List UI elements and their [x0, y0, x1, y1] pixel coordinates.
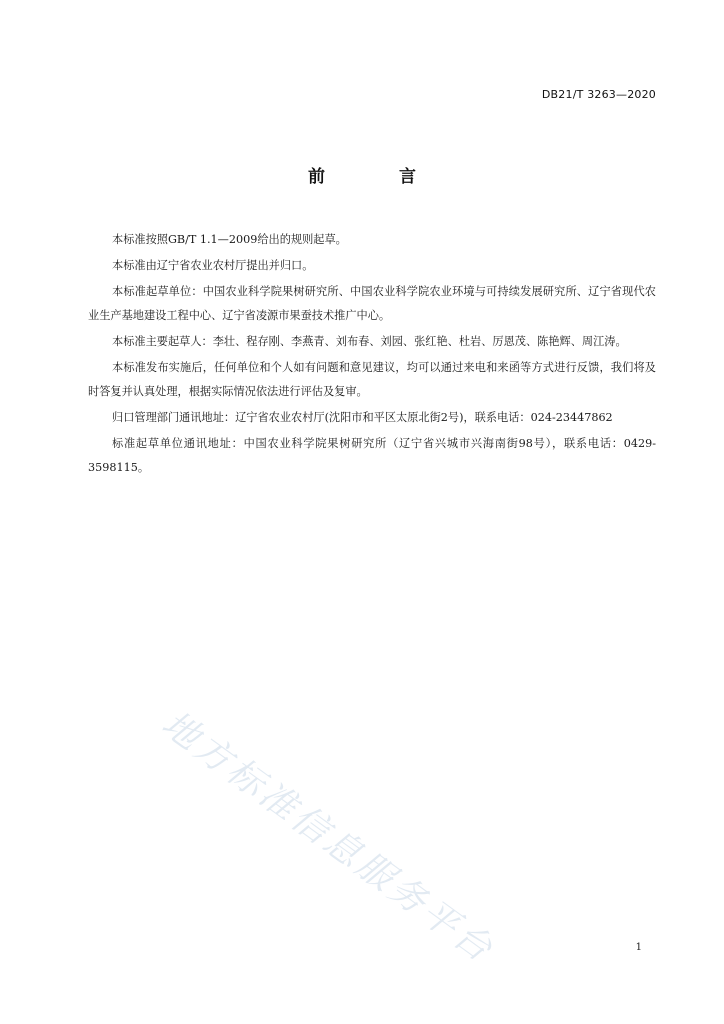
- paragraph-management-address: 归口管理部门通讯地址：辽宁省农业农村厅(沈阳市和平区太原北街2号)，联系电话：024-23447862: [112, 411, 613, 424]
- page-title: 前 言: [308, 167, 450, 187]
- paragraph-drafting-rules: 本标准按照GB/T 1.1—2009给出的规则起草。: [112, 233, 347, 246]
- watermark: 地方标准信息服务平台: [154, 703, 502, 972]
- paragraph-drafting-unit-address: 标准起草单位通讯地址：中国农业科学院果树研究所（辽宁省兴城市兴海南街98号），联系电话：0429-3598115。: [88, 437, 656, 474]
- standard-code: DB21/T 3263—2020: [541, 88, 656, 101]
- paragraph-main-drafters: 本标准主要起草人：李壮、程存刚、李燕青、刘布春、刘园、张红艳、杜岩、厉恩茂、陈艳辉、周江涛。: [112, 335, 627, 348]
- foreword-body: [88, 228, 656, 482]
- paragraph-feedback: 本标准发布实施后，任何单位和个人如有问题和意见建议，均可以通过来电和来函等方式进行反馈，我们将及时答复并认真处理，根据实际情况依法进行评估及复审。: [88, 361, 656, 398]
- paragraph-proposer: 本标准由辽宁省农业农村厅提出并归口。: [112, 259, 314, 272]
- page-number: 1: [635, 942, 642, 953]
- paragraph-drafting-units: 本标准起草单位：中国农业科学院果树研究所、中国农业科学院农业环境与可持续发展研究所、辽宁省现代农业生产基地建设工程中心、辽宁省凌源市果蚕技术推广中心。: [88, 285, 656, 322]
